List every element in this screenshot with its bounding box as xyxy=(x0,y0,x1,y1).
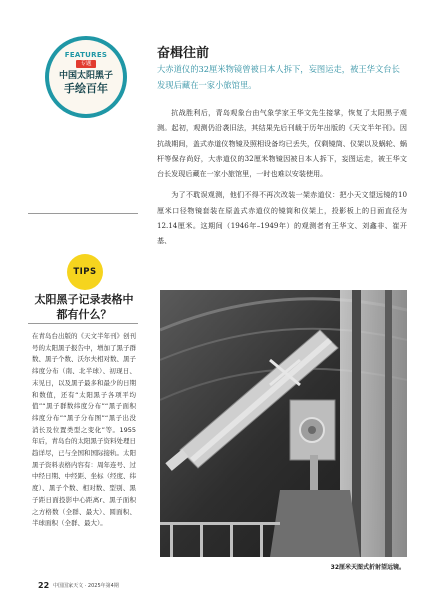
article-paragraph-1: 抗战胜利后，青岛观象台由气象学家王华文先生接掌，恢复了太阳黑子观测。起初，观测仍沿袭旧法，其结果先后刊载于历年出版的《天文半年刊》。因抗战期间，盖式赤道仪物镜及照相设备均已丢失，仅剩镜筒、仪架以及蜗轮、蜗杆等保存尚好，大赤道仪的32厘米物镜因被日本人拆下，妄图运走，被王华文台长发现后藏在一家小旅馆里，一时也难以安装使用。 xyxy=(157,108,407,179)
telescope-photo xyxy=(160,290,407,557)
badge-features-label: FEATURES xyxy=(64,51,108,59)
tips-body: 在青岛台出版的《天文半年刊》创刊号的太阳黑子报告中，增加了黑子群数、黑子个数、沃尔夫相对数、黑子纬度分布（南、北半球）、初现日、末见日，以及黑子最多和最少的日期和数值，还有“太阳黑子各项平均值”“黑子群数纬度分布”“黑子面积纬度分布”“黑子分布图”“黑子出没消长及位置类型之变化”等。1955年后，青岛台的太阳黑子资料处理日趋详尽，已与全国和国际接轨。太阳黑子资料表格内容有：周年连号、过中经日期、中经距、坐标（经度、纬度）、黑子个数、相对数、型别、黑子距日面投影中心距离r、黑子面积之方格数（全群、最大）、圆面积、半球面积（全群、最大）。 xyxy=(32,332,136,528)
article-standfirst: 大赤道仪的32厘米物镜曾被日本人拆下，妄图运走，被王华文台长发现后藏在一家小旅馆里。 xyxy=(157,64,400,90)
sidebar-divider-bottom xyxy=(28,323,138,324)
page-footer xyxy=(38,581,119,590)
tips-badge: TIPS xyxy=(67,254,103,290)
article-headline: 奋楫往前 xyxy=(157,46,210,61)
article-paragraph-2: 为了不耽误观测，他们不得不再次改装一架赤道仪：把小天文望远镜的10厘米口径物镜套装在原盖式赤道仪的镜筒和仪架上，投影板上的日面直径为12.14厘米。这期间（1946年–1949年）的观测者有王华文、刘鑫非、崔开基、 xyxy=(157,190,407,246)
badge-title-line1: 中国太阳黑子 xyxy=(58,71,113,81)
telescope-illustration xyxy=(160,290,407,557)
badge-inner xyxy=(49,40,123,114)
sidebar xyxy=(0,0,144,601)
features-badge xyxy=(45,36,127,118)
tips-title: 太阳黑子记录表格中都有什么？ xyxy=(34,293,134,321)
page-number: 22 xyxy=(38,581,50,590)
badge-title-line2: 手绘百年 xyxy=(64,82,108,95)
badge-tag: 专题 xyxy=(76,60,95,68)
publication-name: 中国国家天文 · 2025年第4期 xyxy=(53,583,119,589)
photo-caption: 32厘米天图式折射望远镜。 xyxy=(330,564,405,571)
article-body xyxy=(157,105,407,255)
sidebar-divider-top xyxy=(28,213,138,214)
